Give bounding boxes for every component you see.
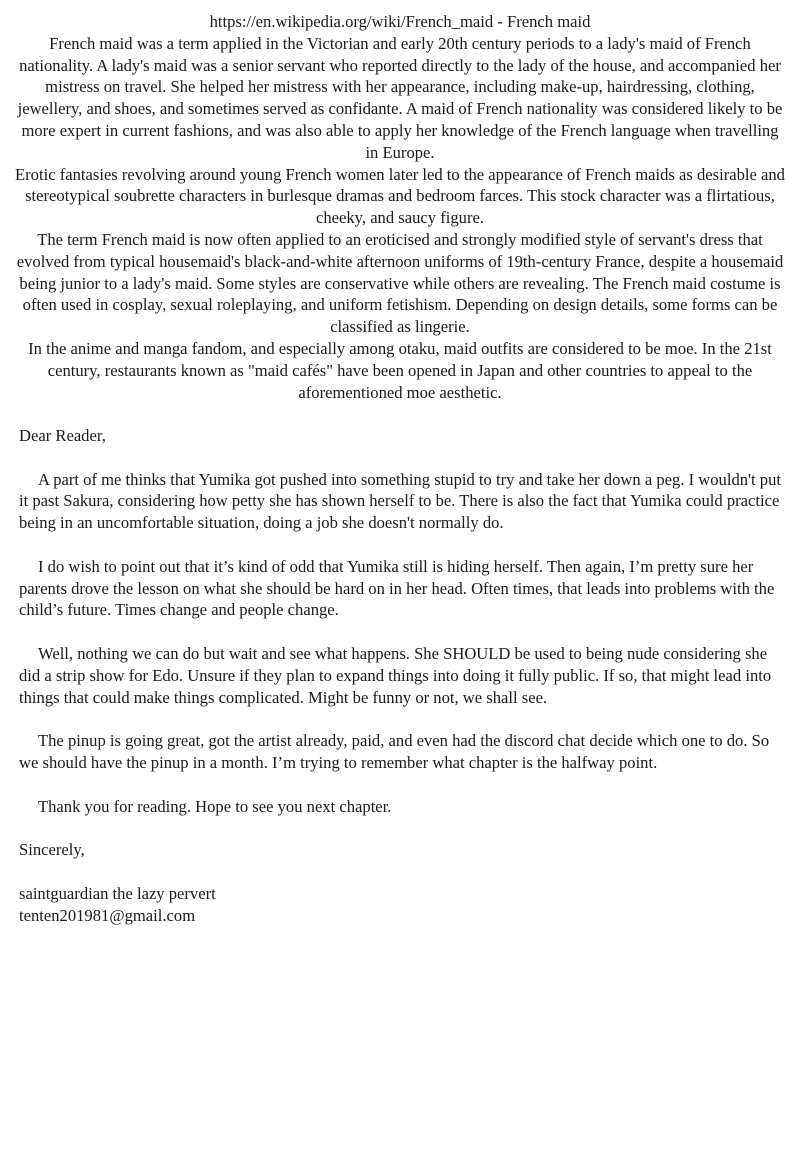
wiki-paragraph: French maid was a term applied in the Victorian and early 20th century periods to a lady's maid of French nationality. A lady's maid was a senior servant who reported directly to the lady of the house, and accompanied her mistress on travel. She helped her mistress with her appearance, including make-up, hairdressing, clothing, jewellery, and shoes, and sometimes served as confidante. A maid of French nationality was considered likely to be more expert in current fashions, and was also able to apply her knowledge of the French language when travelling in Europe. [17, 33, 783, 162]
wiki-paragraph: The term French maid is now often applied to an eroticised and strongly modified style of servant's dress that evolved from typical housemaid's black-and-white afternoon uniforms of 19th-century France, despite a housemaid being junior to a lady's maid. Some styles are conservative while others are revealing. The French maid costume is often used in cosplay, sexual roleplaying, and uniform fetishism. Depending on design details, some forms can be classified as lingerie. [16, 229, 784, 337]
wiki-paragraph: Erotic fantasies revolving around young French women later led to the appearance of French maids as desirable and stereotypical soubrette characters in burlesque dramas and bedroom farces. This stock character was a flirtatious, cheeky, and saucy figure. [15, 164, 785, 228]
letter-paragraph: Thank you for reading. Hope to see you next chapter. [38, 796, 392, 816]
letter-paragraph: I do wish to point out that it’s kind of odd that Yumika still is hiding herself. Then again, I’m pretty sure her parents drove the lesson on what she should be hard on in her head. Often times, that leads into problems with the child’s future. Times change and people change. [19, 556, 775, 620]
letter-closing: Sincerely, [19, 840, 85, 860]
signature-email: tenten201981@gmail.com [19, 905, 196, 925]
signature-name: saintguardian the lazy pervert [19, 883, 216, 903]
source-url-line: https://en.wikipedia.org/wiki/French_maid - French maid [209, 12, 591, 31]
letter-salutation: Dear Reader, [19, 426, 106, 445]
author-letter [19, 425, 787, 926]
letter-paragraph: A part of me thinks that Yumika got pushed into something stupid to try and take her down a peg. I wouldn't put it past Sakura, considering how petty she has shown herself to be. There is also the fact that Yumika could practice being in an uncomfortable situation, doing a job she doesn't normally do. [19, 469, 781, 533]
letter-paragraph: Well, nothing we can do but wait and see what happens. She SHOULD be used to being nude considering she did a strip show for Edo. Unsure if they plan to expand things into doing it fully public. If so, that might lead into things that could make things complicated. Might be funny or not, we shall see. [19, 643, 772, 707]
wiki-paragraph: In the anime and manga fandom, and especially among otaku, maid outfits are considered to be moe. In the 21st century, restaurants known as "maid cafés" have been opened in Japan and other countries to appeal to the aforementioned moe aesthetic. [28, 338, 772, 402]
letter-paragraph: The pinup is going great, got the artist already, paid, and even had the discord chat decide which one to do. So we should have the pinup in a month. I’m trying to remember what chapter is the halfway point. [19, 731, 770, 772]
wiki-excerpt [14, 11, 786, 403]
